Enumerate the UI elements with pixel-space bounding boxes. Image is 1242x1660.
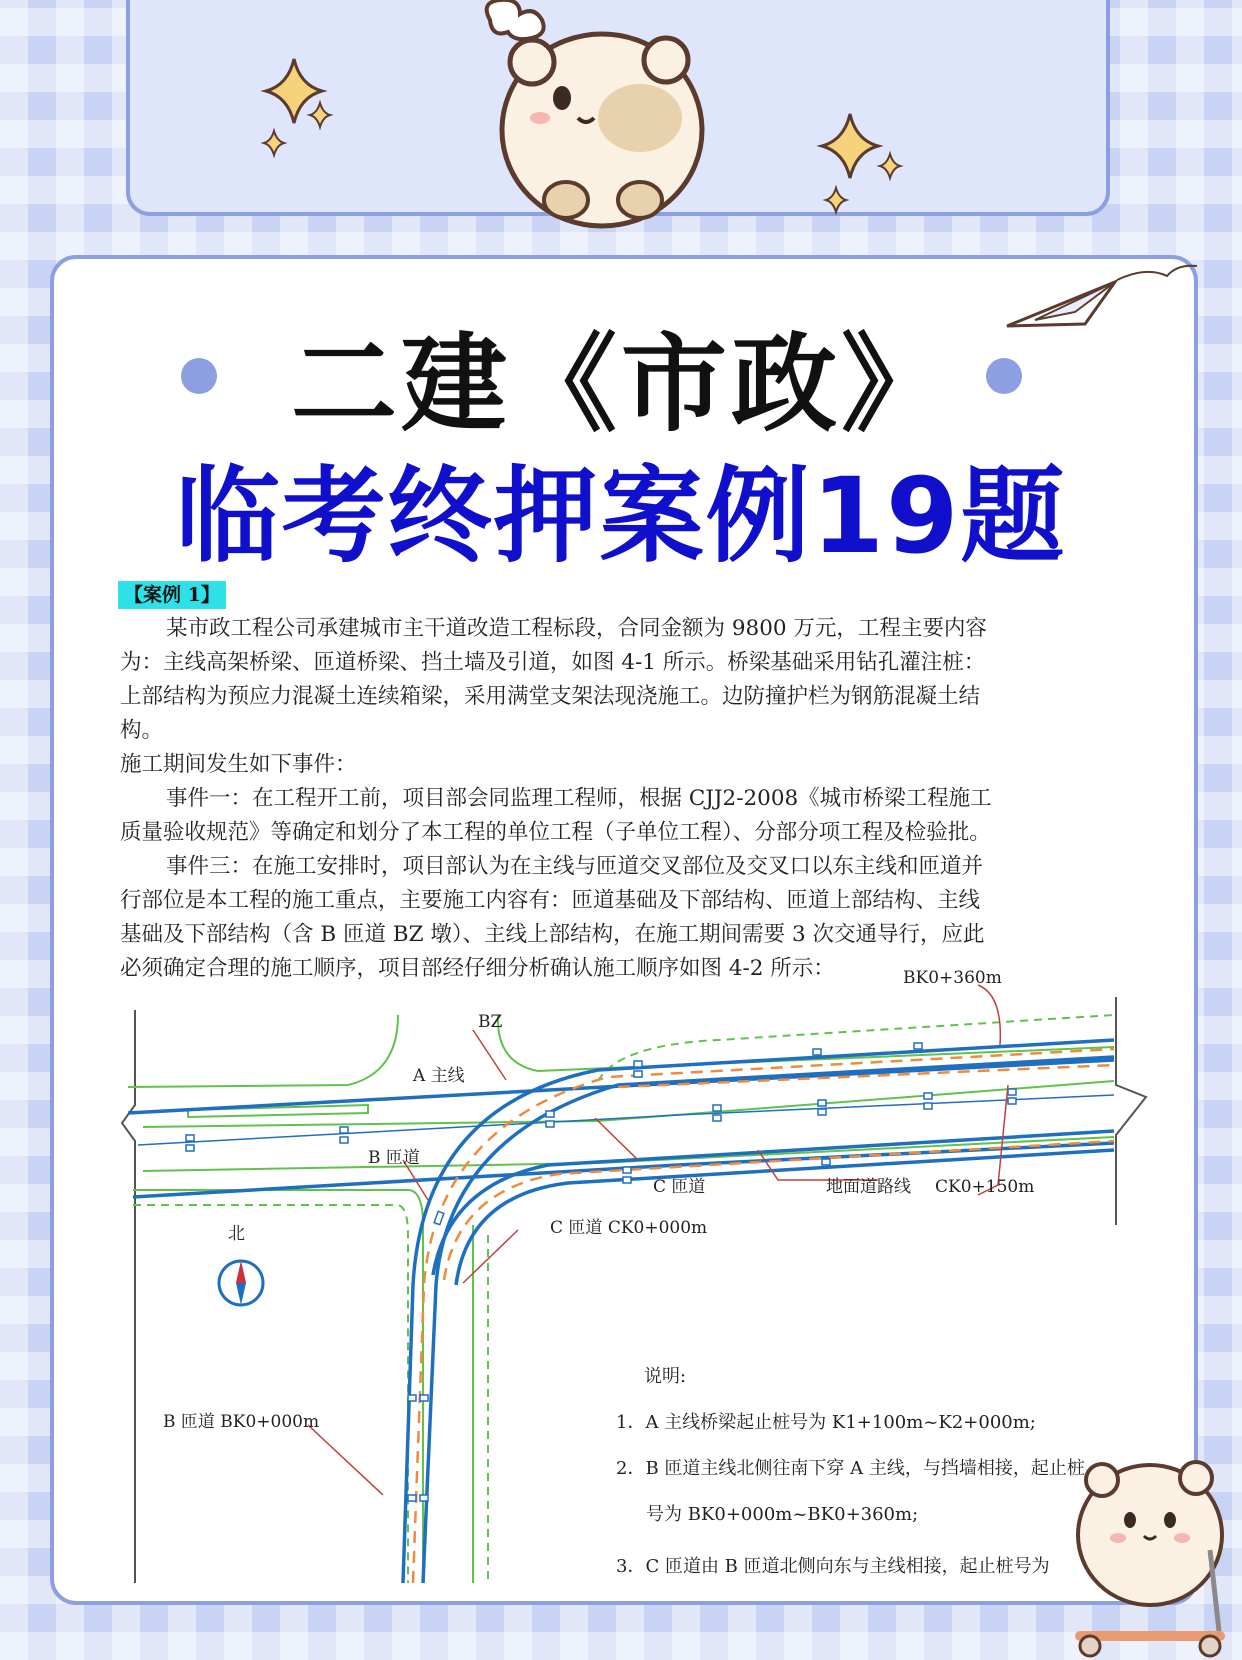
label-ground-road: 地面道路线	[826, 1177, 911, 1197]
para1-line2: 为：主线高架桥梁、匝道桥梁、挡土墙及引道，如图 4-1 所示。桥梁基础采用钻孔灌注桩：	[120, 650, 986, 675]
hamster-scooter-icon	[1060, 1440, 1242, 1660]
title-line-1: 二建《市政》	[291, 323, 951, 446]
ground-road-lines	[128, 1015, 1114, 1583]
notes-heading: 说明:	[644, 1366, 687, 1387]
event1-line2: 质量验收规范》等确定和划分了本工程的单位工程（子单位工程）、分部分项工程及检验批。	[120, 820, 991, 845]
label-north: 北	[228, 1224, 245, 1244]
label-c-ramp: C 匝道	[653, 1177, 706, 1197]
event1-line1: 事件一：在工程开工前，项目部会同监理工程师，根据 CJJ2-2008《城市桥梁工程施工	[166, 786, 992, 811]
boundary-left	[122, 1010, 135, 1583]
event3-line3: 基础及下部结构（含 B 匝道 BZ 墩）、主线上部结构，在施工期间需要 3 次交通导行，应此	[120, 922, 985, 947]
note-1: 1．A 主线桥梁起止桩号为 K1+100m~K2+000m;	[616, 1412, 1036, 1433]
event3-line2: 行部位是本工程的施工重点，主要施工内容有：匝道基础及下部结构、匝道上部结构、主线	[120, 888, 981, 913]
para1-line4: 构。	[120, 718, 164, 743]
sparkle-star-icon	[262, 55, 342, 165]
label-b-bk0-000: B 匝道 BK0+000m	[163, 1412, 320, 1432]
label-bk0-360: BK0+360m	[903, 968, 1002, 988]
label-b-ramp: B 匝道	[368, 1148, 420, 1168]
compass-icon	[219, 1261, 263, 1305]
event3-line4: 必须确定合理的施工顺序，项目部经仔细分析确认施工顺序如图 4-2 所示：	[120, 956, 835, 981]
note-3: 3．C 匝道由 B 匝道北侧向东与主线相接，起止桩号为	[616, 1556, 1050, 1577]
boundary-right	[1116, 997, 1146, 1225]
para1-line3: 上部结构为预应力混凝土连续箱梁，采用满堂支架法现浇施工。边防撞护栏为钢筋混凝土结	[120, 684, 981, 709]
title-line-2: 临考终押案例19题	[175, 455, 1067, 577]
label-c-ck0-000: C 匝道 CK0+000m	[550, 1218, 708, 1238]
case-tag: 【案例 1】	[118, 581, 226, 609]
event3-line1: 事件三：在施工安排时，项目部认为在主线与匝道交叉部位及交叉口以东主线和匝道并	[166, 854, 984, 879]
sparkle-star-icon	[820, 110, 910, 220]
para1-line1: 某市政工程公司承建城市主干道改造工程标段，合同金额为 9800 万元，工程主要内容	[166, 616, 987, 641]
hamster-mascot-icon	[470, 0, 730, 214]
label-a-mainline: A 主线	[413, 1066, 465, 1086]
label-bz: BZ	[478, 1012, 503, 1032]
note-2b: 号为 BK0+000m~BK0+360m;	[646, 1504, 919, 1525]
note-2: 2．B 匝道主线北侧往南下穿 A 主线，与挡墙相接，起止桩	[616, 1458, 1085, 1479]
events-intro: 施工期间发生如下事件：	[120, 752, 357, 777]
label-ck0-150: CK0+150m	[935, 1177, 1035, 1197]
